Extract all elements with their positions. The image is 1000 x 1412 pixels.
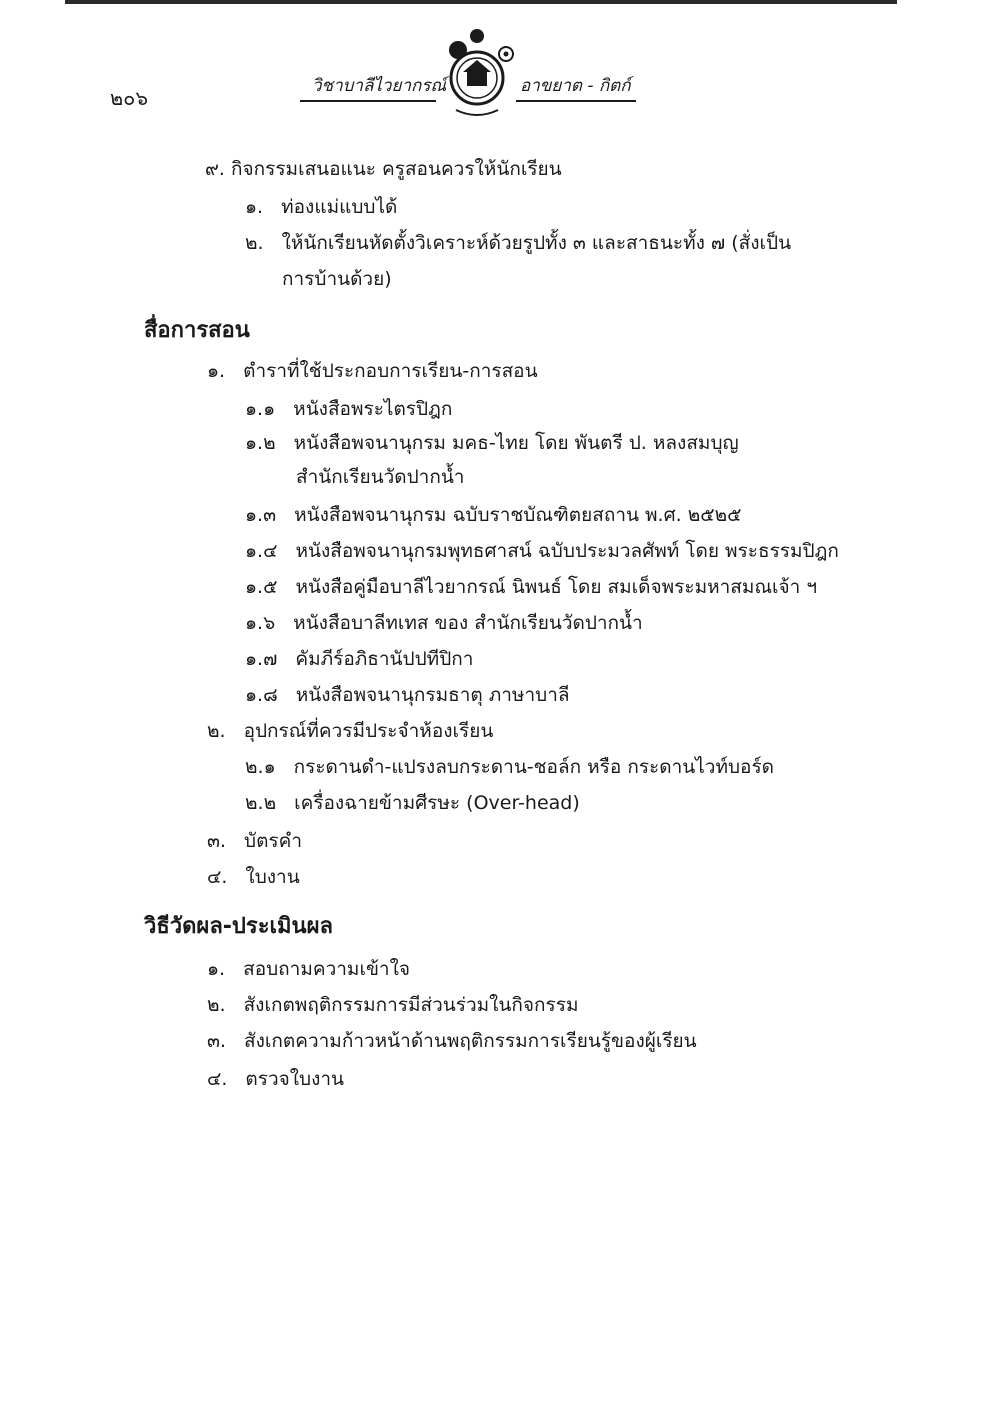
item-text: อุปกรณ์ที่ควรมีประจำห้องเรียน <box>243 720 494 742</box>
item-text: ท่องแม่แบบได้ <box>281 196 398 218</box>
item-number: ๑.๑ <box>245 398 276 420</box>
media-subitem <box>245 428 739 458</box>
section-heading-evaluation: วิธีวัดผล-ประเมินผล <box>144 914 333 939</box>
item-number: ๓. <box>207 830 227 852</box>
evaluation-item <box>207 954 410 984</box>
media-subitem <box>245 394 452 424</box>
media-item <box>207 356 538 386</box>
media-subitem <box>245 536 839 566</box>
media-subitem <box>245 752 774 782</box>
item-text: หนังสือคู่มือบาลีไวยากรณ์ นิพนธ์ โดย สมเด็จพระมหาสมณเจ้า ฯ <box>295 576 818 598</box>
evaluation-item <box>207 1026 697 1056</box>
item-number: ๑.๘ <box>245 684 278 706</box>
activity-item-continued: การบ้านด้วย) <box>282 268 392 290</box>
item-text: คัมภีร์อภิธานัปปทีปิกา <box>295 648 474 670</box>
evaluation-item <box>207 1064 344 1094</box>
item-number: ๒. <box>245 232 264 254</box>
item-number: ๔. <box>207 866 228 888</box>
media-subitem-continued: สำนักเรียนวัดปากน้ำ <box>296 466 465 488</box>
media-item <box>207 826 302 856</box>
item-text: สังเกตความก้าวหน้าด้านพฤติกรรมการเรียนรู้ของผู้เรียน <box>244 1030 697 1052</box>
item-text: สอบถามความเข้าใจ <box>243 958 411 980</box>
media-subitem <box>245 500 742 530</box>
item-text: หนังสือพจนานุกรม มคธ-ไทย โดย พันตรี ป. หลงสมบุญ <box>293 432 739 454</box>
item-text: หนังสือพจนานุกรมธาตุ ภาษาบาลี <box>295 684 570 706</box>
item-number: ๑. <box>207 958 226 980</box>
item-number: ๑.๖ <box>245 612 276 634</box>
header-topic: อาขยาต - กิตก์ <box>520 76 631 96</box>
item-number: ๒. <box>207 720 226 742</box>
section-heading-media: สื่อการสอน <box>144 318 250 343</box>
item-text: บัตรคำ <box>244 830 303 852</box>
activity-item <box>245 228 791 258</box>
top-border-line <box>65 0 897 4</box>
page-number: ๒๐๖ <box>110 86 149 110</box>
item-number: ๑. <box>207 360 226 382</box>
item-number: ๑.๒ <box>245 432 276 454</box>
item-text: หนังสือพระไตรปิฎก <box>293 398 453 420</box>
item-number: ๒. <box>207 994 226 1016</box>
item-text: ตำราที่ใช้ประกอบการเรียน-การสอน <box>243 360 538 382</box>
media-subitem <box>245 608 643 638</box>
item-text: ตรวจใบงาน <box>245 1068 345 1090</box>
item-number: ๑. <box>245 196 264 218</box>
item-text: ใบงาน <box>245 866 300 888</box>
media-subitem <box>245 680 570 710</box>
emblem-logo <box>436 28 518 120</box>
item-text: กระดานดำ-แปรงลบกระดาน-ชอล์ก หรือ กระดานไวท์บอร์ด <box>293 756 775 778</box>
item-number: ๑.๓ <box>245 504 277 526</box>
item-text: หนังสือพจนานุกรม ฉบับราชบัณฑิตยสถาน พ.ศ. ๒๕๒๕ <box>294 504 742 526</box>
item-number: ๑.๔ <box>245 540 278 562</box>
item-text: หนังสือบาลีทเทส ของ สำนักเรียนวัดปากน้ำ <box>293 612 643 634</box>
activity-title: ๙. กิจกรรมเสนอแนะ ครูสอนควรให้นักเรียน <box>205 158 562 180</box>
header-rule-left <box>300 100 436 102</box>
header-rule-right <box>516 100 636 102</box>
media-subitem <box>245 788 580 818</box>
media-item <box>207 716 493 746</box>
media-subitem <box>245 572 817 602</box>
media-subitem <box>245 644 473 674</box>
item-number: ๓. <box>207 1030 227 1052</box>
item-text: ให้นักเรียนหัดตั้งวิเคราะห์ด้วยรูปทั้ง ๓ และสาธนะทั้ง ๗ (สั่งเป็น <box>281 232 792 254</box>
item-number: ๒.๑ <box>245 756 276 778</box>
header-subject: วิชาบาลีไวยากรณ์ <box>312 76 447 96</box>
evaluation-item <box>207 990 579 1020</box>
item-text: เครื่องฉายข้ามศีรษะ (Over-head) <box>294 792 580 814</box>
item-number: ๑.๗ <box>245 648 278 670</box>
media-item <box>207 862 300 892</box>
item-number: ๑.๕ <box>245 576 278 598</box>
item-number: ๔. <box>207 1068 228 1090</box>
item-number: ๒.๒ <box>245 792 277 814</box>
item-text: สังเกตพฤติกรรมการมีส่วนร่วมในกิจกรรม <box>243 994 579 1016</box>
item-text: หนังสือพจนานุกรมพุทธศาสน์ ฉบับประมวลศัพท์ โดย พระธรรมปิฎก <box>295 540 839 562</box>
activity-item <box>245 192 397 222</box>
